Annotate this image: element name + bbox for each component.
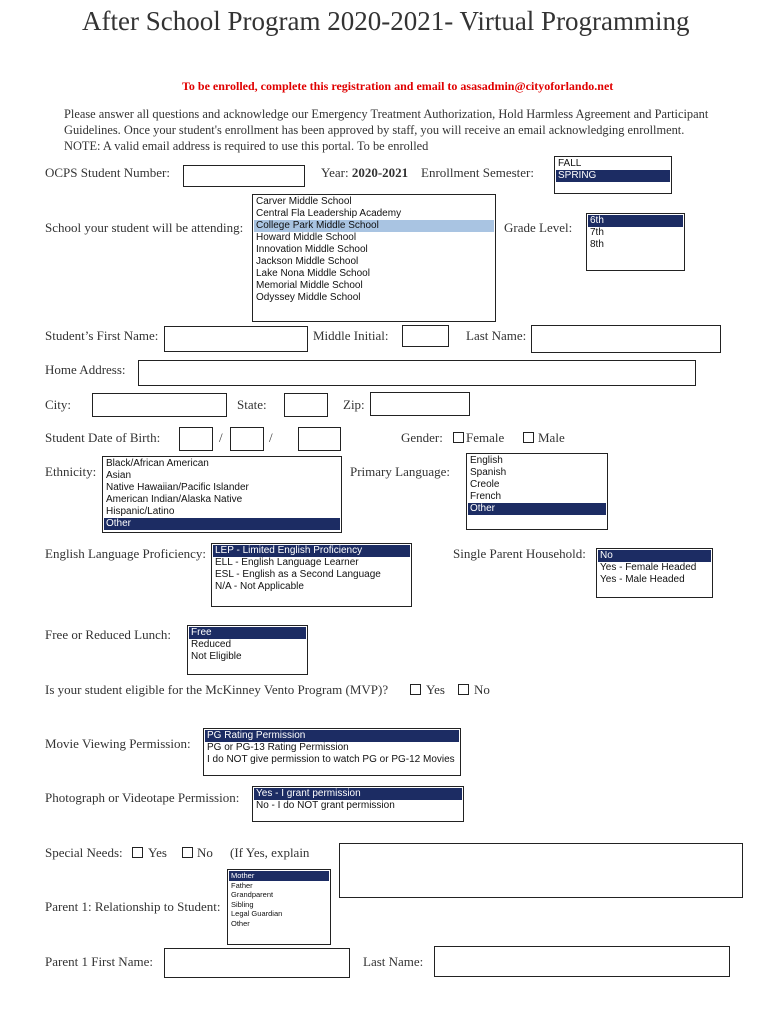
movie-permission-label: Movie Viewing Permission: xyxy=(45,736,191,751)
semester-label: Enrollment Semester: xyxy=(421,165,535,180)
list-item[interactable]: English xyxy=(470,455,503,466)
special-needs-yes-checkbox[interactable] xyxy=(132,847,143,858)
mvp-no-checkbox[interactable] xyxy=(458,684,469,695)
parent-first-name-label: Parent 1 First Name: xyxy=(45,954,153,969)
dob-day-input[interactable] xyxy=(230,427,264,451)
english-proficiency-label: English Language Proficiency: xyxy=(45,546,207,561)
list-item[interactable]: ELL - English Language Learner xyxy=(215,557,359,568)
list-item[interactable]: Jackson Middle School xyxy=(256,256,359,267)
dob-month-input[interactable] xyxy=(179,427,213,451)
list-item[interactable]: No xyxy=(598,550,711,562)
single-parent-select[interactable] xyxy=(596,548,713,598)
city-input[interactable] xyxy=(92,393,227,417)
first-name-label: Student’s First Name: xyxy=(45,328,159,343)
state-input[interactable] xyxy=(284,393,328,417)
intro-paragraph: Please answer all questions and acknowledge our Emergency Treatment Authorization, Hold Harmless Agreement and Participant Guidelines. Once your student's enrollment has been approved by staff, you will receive an email acknowledging enrollment. NOTE: A valid email address is required to use this portal. To be enrolled xyxy=(64,107,709,153)
ocps-label: OCPS Student Number: xyxy=(45,165,170,180)
dob-separator: / xyxy=(219,430,223,445)
list-item[interactable]: Yes - Female Headed xyxy=(600,562,697,573)
list-item[interactable]: Other xyxy=(468,503,606,515)
home-address-label: Home Address: xyxy=(45,362,126,377)
list-item[interactable]: 8th xyxy=(590,239,604,250)
list-item[interactable]: Yes - Male Headed xyxy=(600,574,685,585)
list-item[interactable]: Reduced xyxy=(191,639,232,650)
list-item[interactable]: Innovation Middle School xyxy=(256,244,368,255)
male-checkbox[interactable] xyxy=(523,432,534,443)
english-proficiency-select[interactable] xyxy=(211,543,412,607)
list-item[interactable]: Other xyxy=(104,518,340,530)
zip-label: Zip: xyxy=(343,397,365,412)
year-label: Year: xyxy=(321,165,349,180)
list-item[interactable]: Creole xyxy=(470,479,500,490)
grade-label: Grade Level: xyxy=(504,220,573,235)
gender-label: Gender: xyxy=(401,430,443,445)
list-item[interactable]: No - I do NOT grant permission xyxy=(256,800,395,811)
movie-permission-select[interactable] xyxy=(203,728,461,776)
list-item[interactable]: Yes - I grant permission xyxy=(254,788,462,800)
list-item[interactable]: Hispanic/Latino xyxy=(106,506,175,517)
male-label: Male xyxy=(538,430,565,445)
list-item[interactable]: College Park Middle School xyxy=(254,220,494,232)
middle-initial-input[interactable] xyxy=(402,325,449,347)
list-item[interactable]: French xyxy=(470,491,502,502)
parent-relationship-select[interactable] xyxy=(227,869,331,945)
dob-separator: / xyxy=(269,430,273,445)
parent-relationship-label: Parent 1: Relationship to Student: xyxy=(45,899,221,914)
list-item[interactable]: Native Hawaiian/Pacific Islander xyxy=(106,482,249,493)
special-needs-label: Special Needs: xyxy=(45,845,123,860)
list-item[interactable]: Sibling xyxy=(231,899,254,909)
school-select[interactable] xyxy=(252,194,496,322)
single-parent-label: Single Parent Household: xyxy=(453,546,586,561)
list-item[interactable]: 6th xyxy=(588,215,683,227)
page-title: After School Program 2020-2021- Virtual Programming xyxy=(82,6,690,36)
list-item[interactable]: Free xyxy=(189,627,306,639)
middle-initial-label: Middle Initial: xyxy=(313,328,389,343)
list-item[interactable]: Legal Guardian xyxy=(231,909,283,918)
list-item[interactable]: Lake Nona Middle School xyxy=(256,268,370,279)
enrollment-notice: To be enrolled, complete this registration and email to asasadmin@cityoforlando.net xyxy=(182,79,614,93)
year-field xyxy=(321,165,408,181)
ocps-student-number-input[interactable] xyxy=(183,165,305,187)
list-item[interactable]: Carver Middle School xyxy=(256,196,352,207)
state-label: State: xyxy=(237,397,267,412)
grade-select[interactable] xyxy=(586,213,685,271)
list-item[interactable]: FALL xyxy=(558,158,582,169)
special-needs-explain-input[interactable] xyxy=(339,843,743,898)
last-name-input[interactable] xyxy=(531,325,721,353)
list-item[interactable]: PG or PG-13 Rating Permission xyxy=(207,742,349,753)
list-item[interactable]: Howard Middle School xyxy=(256,232,357,243)
special-needs-explain-label: (If Yes, explain xyxy=(230,845,310,860)
list-item[interactable]: N/A - Not Applicable xyxy=(215,581,304,592)
list-item[interactable]: Mother xyxy=(229,871,329,881)
ethnicity-select[interactable] xyxy=(102,456,342,533)
dob-year-input[interactable] xyxy=(298,427,341,451)
first-name-input[interactable] xyxy=(164,326,308,352)
mvp-no-label: No xyxy=(474,682,490,697)
female-label: Female xyxy=(466,430,505,445)
dob-label: Student Date of Birth: xyxy=(45,430,161,445)
last-name-label: Last Name: xyxy=(466,328,527,343)
list-item[interactable]: Asian xyxy=(106,470,132,481)
school-label: School your student will be attending: xyxy=(45,220,244,235)
home-address-input[interactable] xyxy=(138,360,696,386)
photo-permission-label: Photograph or Videotape Permission: xyxy=(45,790,240,805)
list-item[interactable]: Grandparent xyxy=(231,890,274,899)
list-item[interactable]: 7th xyxy=(590,227,604,238)
primary-language-label: Primary Language: xyxy=(350,464,450,479)
special-needs-yes-label: Yes xyxy=(148,845,167,860)
semester-select[interactable] xyxy=(554,156,672,194)
list-item[interactable]: PG Rating Permission xyxy=(205,730,459,742)
list-item[interactable]: Central Fla Leadership Academy xyxy=(256,208,402,219)
list-item[interactable]: Black/African American xyxy=(106,458,209,469)
list-item[interactable]: LEP - Limited English Proficiency xyxy=(213,545,410,557)
list-item[interactable]: I do NOT give permission to watch PG or PG-12 Movies xyxy=(207,754,455,765)
mvp-label: Is your student eligible for the McKinney Vento Program (MVP)? xyxy=(45,682,389,697)
list-item[interactable]: Spanish xyxy=(470,467,507,478)
list-item[interactable]: Memorial Middle School xyxy=(256,280,363,291)
list-item[interactable]: Father xyxy=(231,880,253,890)
lunch-label: Free or Reduced Lunch: xyxy=(45,627,171,642)
lunch-select[interactable] xyxy=(187,625,308,675)
list-item[interactable]: Odyssey Middle School xyxy=(256,292,361,303)
special-needs-no-checkbox[interactable] xyxy=(182,847,193,858)
mvp-yes-label: Yes xyxy=(426,682,445,697)
year-value: 2020-2021 xyxy=(351,165,409,180)
mvp-yes-checkbox[interactable] xyxy=(410,684,421,695)
list-item[interactable]: Other xyxy=(231,918,250,928)
city-label: City: xyxy=(45,397,72,412)
ethnicity-label: Ethnicity: xyxy=(45,464,97,479)
list-item[interactable]: Not Eligible xyxy=(191,651,242,662)
special-needs-no-label: No xyxy=(197,845,213,860)
zip-input[interactable] xyxy=(370,392,470,416)
female-checkbox[interactable] xyxy=(453,432,464,443)
primary-language-select[interactable] xyxy=(466,453,608,530)
list-item[interactable]: American Indian/Alaska Native xyxy=(106,494,243,505)
parent-first-name-input[interactable] xyxy=(164,948,350,978)
list-item[interactable]: ESL - English as a Second Language xyxy=(215,569,381,580)
list-item[interactable]: SPRING xyxy=(556,170,670,182)
parent-last-name-input[interactable] xyxy=(434,946,730,977)
parent-last-name-label: Last Name: xyxy=(363,954,424,969)
photo-permission-select[interactable] xyxy=(252,786,464,822)
